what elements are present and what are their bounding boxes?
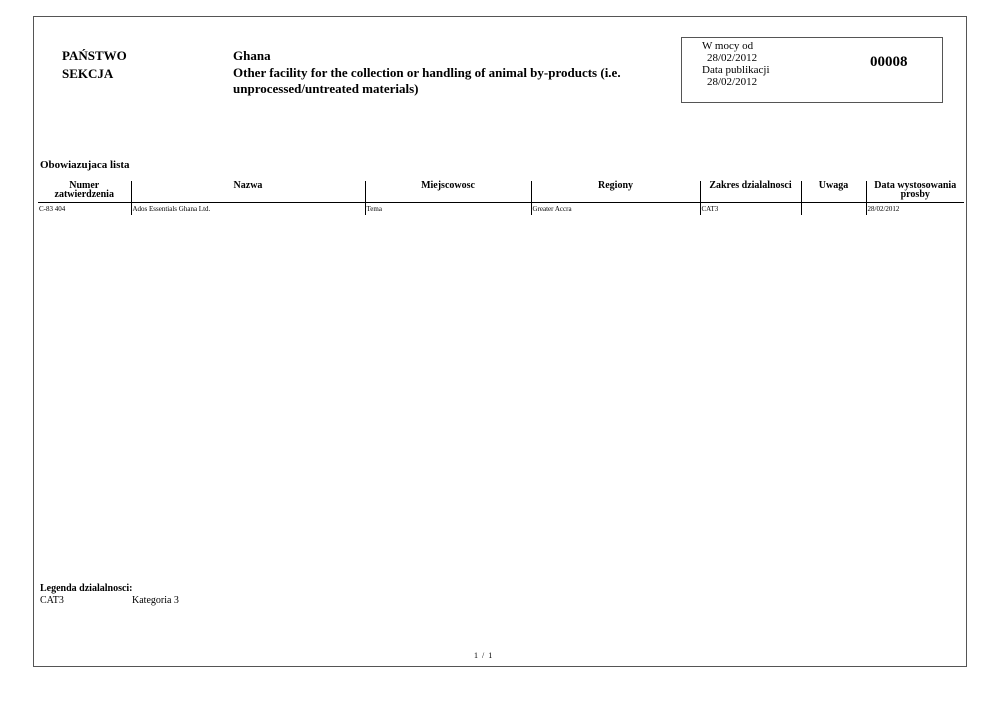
- column-header-remarks: Uwaga: [801, 181, 866, 203]
- table-row: [38, 203, 964, 216]
- column-header-name: Nazwa: [131, 181, 365, 203]
- cell-approval-number: C-83 404: [39, 205, 66, 213]
- publication-info-box: [681, 37, 943, 103]
- country-value: Ghana: [233, 48, 271, 63]
- column-header-activities: Zakres dzialalnosci: [700, 181, 801, 203]
- published-label: Data publikacji: [702, 64, 770, 76]
- cell-region: Greater Accra: [531, 203, 700, 216]
- document-page: [33, 16, 967, 667]
- section-value: Other facility for the collection or handling of animal by-products (i.e. unprocessed/untreated materials): [233, 65, 621, 96]
- cell-name: Ados Essentials Ghana Ltd.: [131, 203, 365, 216]
- list-title: Obowiazujaca lista: [40, 159, 130, 171]
- cell-remarks: [801, 203, 866, 216]
- column-header-request-date: Data wystosowania prosby: [866, 181, 964, 203]
- cell-request-date: 28/02/2012: [866, 203, 964, 216]
- valid-from-date: 28/02/2012: [707, 52, 758, 64]
- table-header-row: [38, 181, 964, 203]
- cell-activities: CAT3: [700, 203, 801, 216]
- establishments-table: [38, 181, 964, 215]
- column-header-regions: Regiony: [531, 181, 700, 203]
- section-label: SEKCJA: [62, 66, 114, 81]
- legend-code: CAT3: [40, 595, 64, 606]
- page-number: 1 / 1: [474, 651, 494, 660]
- country-label: PAŃSTWO: [62, 48, 127, 63]
- valid-from-label: W mocy od: [702, 40, 754, 52]
- published-date: 28/02/2012: [707, 76, 758, 88]
- cell-town: Tema: [365, 203, 531, 216]
- column-header-approval-number: Numer zatwierdzenia: [38, 181, 131, 203]
- legend-description: Kategoria 3: [132, 595, 179, 606]
- legend-title: Legenda dzialalnosci:: [40, 583, 133, 594]
- column-header-town: Miejscowosc: [365, 181, 531, 203]
- list-number: 00008: [870, 54, 908, 70]
